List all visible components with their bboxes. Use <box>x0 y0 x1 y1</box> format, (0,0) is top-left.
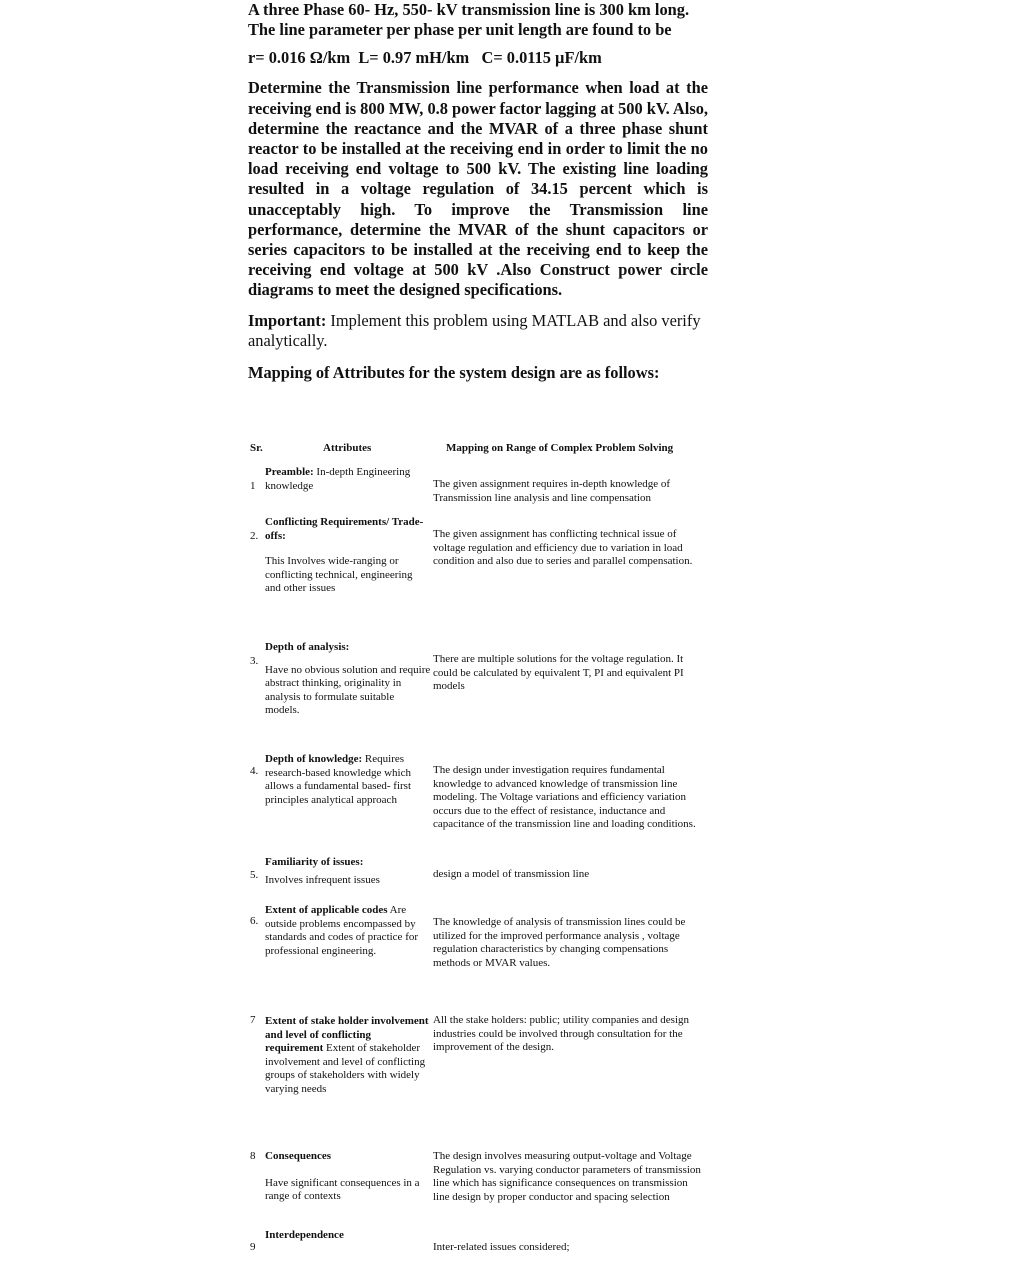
important-text: Implement this problem using MATLAB and also verify analytically. <box>248 310 701 350</box>
row-mapping <box>433 868 703 882</box>
header-mapping: Mapping on Range of Complex Problem Solving <box>446 442 674 454</box>
important-label: Important: <box>248 310 327 330</box>
row-mapping <box>433 1150 703 1204</box>
attr-extra: Have significant consequences in a range of contexts <box>265 1176 420 1203</box>
table-header <box>248 440 718 464</box>
attr-bold: Preamble: <box>265 466 314 478</box>
important-note <box>248 311 708 351</box>
problem-intro: A three Phase 60- Hz, 550- kV transmission line is 300 km long. The line parameter per phase per unit length are found to be <box>248 0 690 40</box>
attr-text: Extent of stakeholder involvement and level of conflicting groups of stakeholders with widely varying needs <box>265 1042 426 1095</box>
row-mapping <box>433 916 703 970</box>
attr-extra: This Involves wide-ranging or conflicting technical, engineering and other issues <box>265 555 413 595</box>
row-sr: 8 <box>250 1150 256 1162</box>
mapping-text: The design under investigation requires fundamental knowledge to advanced knowledge of transmission line modeling. The Voltage variations and efficiency variation occurs due to the effect of resistance, inductance and capacitance of the transmission line and loading conditions. <box>433 764 696 831</box>
row-mapping <box>433 1241 703 1255</box>
problem-statement <box>248 0 708 383</box>
attr-text: Are outside problems encompassed by standards and codes of practice for professional engineering. <box>265 904 419 957</box>
attr-extra: Have no obvious solution and require abstract thinking, originality in analysis to formulate suitable models. <box>265 663 431 717</box>
row-mapping <box>433 478 703 505</box>
row-attribute <box>265 856 431 887</box>
mapping-text: Inter-related issues considered; <box>433 1241 570 1253</box>
row-sr: 4. <box>250 765 259 777</box>
row-attribute <box>265 753 431 807</box>
row-attribute <box>265 1150 431 1204</box>
mapping-text: The design involves measuring output-voltage and Voltage Regulation vs. varying conductor parameters of transmission line which has significance consequences on transmission line design by proper conductor and spacing selection <box>433 1150 701 1203</box>
mapping-title: Mapping of Attributes for the system design are as follows: <box>248 363 660 383</box>
attr-text: Requires research-based knowledge which allows a fundamental based- first principles analytical approach <box>265 753 412 806</box>
row-attribute <box>265 466 431 493</box>
attr-text: In-depth Engineering knowledge <box>265 466 411 492</box>
row-attribute <box>265 1229 431 1243</box>
row-sr: 9 <box>250 1241 256 1253</box>
row-sr: 6. <box>250 915 259 927</box>
row-mapping <box>433 1014 703 1055</box>
row-sr: 1 <box>250 480 256 492</box>
line-parameters: r= 0.016 Ω/km L= 0.97 mH/km C= 0.0115 µF/km <box>248 48 602 68</box>
attr-bold: Depth of analysis: <box>265 641 350 653</box>
mapping-text: The knowledge of analysis of transmission lines could be utilized for the improved performance analysis , voltage regulation characteristics by changing compensations methods or MVAR values. <box>433 916 686 969</box>
mapping-text: design a model of transmission line <box>433 868 590 880</box>
mapping-text: The given assignment requires in-depth knowledge of Transmission line analysis and line compensation <box>433 478 671 504</box>
row-mapping <box>433 653 703 694</box>
attr-bold: Interdependence <box>265 1229 344 1241</box>
attr-bold: Extent of applicable codes <box>265 904 388 916</box>
attr-bold: Depth of knowledge: <box>265 753 363 765</box>
attr-bold: Familiarity of issues: <box>265 856 364 868</box>
row-sr: 7 <box>250 1014 256 1026</box>
attr-bold: Consequences <box>265 1150 332 1162</box>
row-attribute <box>265 1015 431 1097</box>
row-attribute <box>265 516 431 596</box>
attr-extra: Involves infrequent issues <box>265 873 380 886</box>
mapping-text: All the stake holders: public; utility companies and design industries could be involved through consultation for the improvement of the design. <box>433 1014 690 1054</box>
row-sr: 3. <box>250 655 259 667</box>
row-attribute <box>265 904 431 958</box>
row-mapping <box>433 528 703 569</box>
attributes-table <box>248 440 718 1253</box>
row-sr: 2. <box>250 530 259 542</box>
problem-body: Determine the Transmission line performance when load at the receiving end is 800 MW, 0.8 power factor lagging at 500 kV. Also, determine the reactance and the MVAR of a three phase shunt reactor to be installed at the receiving end in order to limit the no load receiving end voltage to 500 kV. The existing line loading resulted in a voltage regulation of 34.15 percent which is unacceptably high. To improve the Transmission line performance, determine the MVAR of the shunt capacitors or series capacitors to be installed at the receiving end to keep the receiving end voltage at 500 kV .Also Construct power circle diagrams to meet the designed specifications. <box>248 78 708 300</box>
row-mapping <box>433 764 703 832</box>
attr-bold: Conflicting Requirements/ Trade-offs: <box>265 516 424 542</box>
attr-bold: Extent of stake holder involvement and level of conflicting requirement <box>265 1015 429 1055</box>
mapping-text: The given assignment has conflicting technical issue of voltage regulation and efficiency due to variation in load condition and also due to series and parallel compensation. <box>433 528 693 568</box>
row-attribute <box>265 641 431 718</box>
header-attributes: Attributes <box>323 442 372 454</box>
mapping-text: There are multiple solutions for the voltage regulation. It could be calculated by equivalent T, PI and equivalent PI models <box>433 653 684 693</box>
header-sr: Sr. <box>250 442 263 454</box>
row-sr: 5. <box>250 869 259 881</box>
